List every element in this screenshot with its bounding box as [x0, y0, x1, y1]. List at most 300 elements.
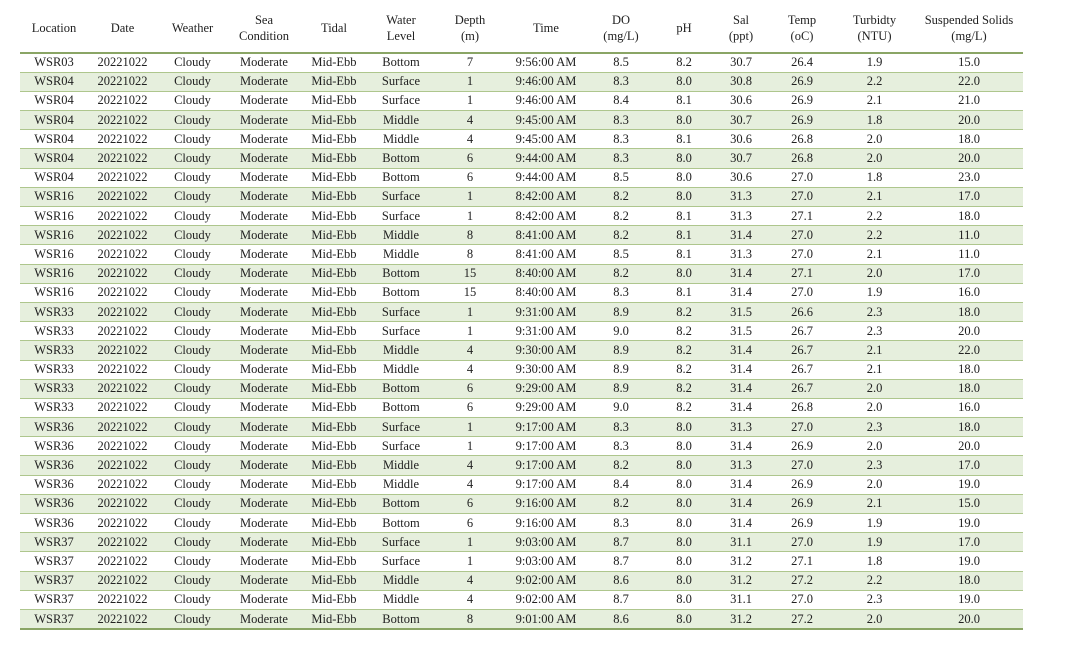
table-cell: Surface — [368, 418, 434, 437]
table-cell: 9:46:00 AM — [506, 91, 586, 110]
table-cell: 8.0 — [656, 72, 712, 91]
table-cell: 26.8 — [770, 149, 834, 168]
table-cell: Mid-Ebb — [300, 456, 368, 475]
table-cell: Surface — [368, 187, 434, 206]
table-cell: 26.9 — [770, 475, 834, 494]
table-cell: 26.4 — [770, 53, 834, 73]
table-cell: 18.0 — [915, 360, 1023, 379]
table-cell: 27.1 — [770, 207, 834, 226]
table-cell: Cloudy — [157, 552, 228, 571]
table-cell: Moderate — [228, 283, 300, 302]
table-cell: 8.9 — [586, 341, 656, 360]
table-cell: 8.0 — [656, 168, 712, 187]
column-header-sea-condition: Sea Condition — [228, 7, 300, 53]
table-cell: Surface — [368, 72, 434, 91]
table-cell: 20221022 — [88, 437, 157, 456]
table-cell: 9:02:00 AM — [506, 590, 586, 609]
table-cell: 31.2 — [712, 552, 770, 571]
table-cell: Mid-Ebb — [300, 552, 368, 571]
table-cell: Cloudy — [157, 418, 228, 437]
table-cell: 9:03:00 AM — [506, 552, 586, 571]
table-cell: 30.7 — [712, 149, 770, 168]
table-cell: 2.0 — [834, 264, 915, 283]
table-cell: 6 — [434, 379, 506, 398]
table-cell: 20.0 — [915, 437, 1023, 456]
table-cell: 31.5 — [712, 302, 770, 321]
table-cell: Mid-Ebb — [300, 398, 368, 417]
table-cell: 20221022 — [88, 494, 157, 513]
table-cell: 26.7 — [770, 322, 834, 341]
column-header-time: Time — [506, 7, 586, 53]
table-cell: Cloudy — [157, 341, 228, 360]
table-row — [20, 475, 1023, 494]
table-cell: 2.2 — [834, 72, 915, 91]
table-cell: Moderate — [228, 130, 300, 149]
table-row — [20, 322, 1023, 341]
table-cell: Mid-Ebb — [300, 187, 368, 206]
table-cell: 20221022 — [88, 245, 157, 264]
table-cell: 9:46:00 AM — [506, 72, 586, 91]
table-cell: 31.5 — [712, 322, 770, 341]
table-head — [20, 7, 1023, 53]
table-cell: Surface — [368, 322, 434, 341]
table-cell: 20221022 — [88, 91, 157, 110]
table-row — [20, 168, 1023, 187]
table-cell: Cloudy — [157, 514, 228, 533]
table-cell: Moderate — [228, 437, 300, 456]
table-cell: 8 — [434, 245, 506, 264]
table-cell: 20.0 — [915, 111, 1023, 130]
table-cell: 2.2 — [834, 207, 915, 226]
table-cell: 8 — [434, 609, 506, 629]
table-cell: Cloudy — [157, 475, 228, 494]
table-cell: WSR33 — [20, 398, 88, 417]
table-cell: 1 — [434, 418, 506, 437]
table-cell: Mid-Ebb — [300, 494, 368, 513]
table-cell: WSR04 — [20, 91, 88, 110]
table-cell: 2.3 — [834, 322, 915, 341]
table-cell: 20221022 — [88, 264, 157, 283]
table-cell: Moderate — [228, 456, 300, 475]
table-cell: 31.4 — [712, 379, 770, 398]
table-cell: 27.2 — [770, 609, 834, 629]
table-cell: 8.6 — [586, 609, 656, 629]
table-cell: 1.9 — [834, 53, 915, 73]
table-cell: 8.2 — [586, 226, 656, 245]
table-cell: WSR33 — [20, 302, 88, 321]
table-cell: 20221022 — [88, 379, 157, 398]
table-cell: Cloudy — [157, 130, 228, 149]
table-cell: WSR36 — [20, 418, 88, 437]
table-cell: Moderate — [228, 111, 300, 130]
table-cell: 9:17:00 AM — [506, 437, 586, 456]
table-cell: Mid-Ebb — [300, 245, 368, 264]
table-row — [20, 72, 1023, 91]
table-cell: 4 — [434, 475, 506, 494]
table-cell: 31.4 — [712, 226, 770, 245]
table-row — [20, 264, 1023, 283]
table-cell: Mid-Ebb — [300, 418, 368, 437]
table-cell: 21.0 — [915, 91, 1023, 110]
table-cell: Moderate — [228, 322, 300, 341]
table-row — [20, 360, 1023, 379]
table-cell: Cloudy — [157, 360, 228, 379]
table-cell: 31.4 — [712, 475, 770, 494]
table-cell: 2.0 — [834, 475, 915, 494]
table-cell: 20221022 — [88, 72, 157, 91]
table-cell: 16.0 — [915, 398, 1023, 417]
table-cell: Cloudy — [157, 187, 228, 206]
table-cell: 1 — [434, 322, 506, 341]
table-cell: 9:45:00 AM — [506, 111, 586, 130]
table-cell: 31.3 — [712, 187, 770, 206]
table-cell: Cloudy — [157, 609, 228, 629]
table-cell: 20221022 — [88, 168, 157, 187]
table-cell: 31.4 — [712, 514, 770, 533]
table-cell: 8.0 — [656, 456, 712, 475]
table-cell: 9:31:00 AM — [506, 302, 586, 321]
table-cell: Mid-Ebb — [300, 91, 368, 110]
table-cell: 8.4 — [586, 91, 656, 110]
table-cell: 31.4 — [712, 437, 770, 456]
table-cell: Moderate — [228, 571, 300, 590]
table-cell: 2.1 — [834, 245, 915, 264]
table-cell: 18.0 — [915, 379, 1023, 398]
table-cell: Moderate — [228, 245, 300, 264]
table-cell: Moderate — [228, 514, 300, 533]
table-cell: 26.9 — [770, 72, 834, 91]
table-row — [20, 552, 1023, 571]
table-cell: 8.5 — [586, 245, 656, 264]
table-cell: 27.0 — [770, 456, 834, 475]
table-cell: WSR16 — [20, 187, 88, 206]
table-cell: 8.0 — [656, 552, 712, 571]
column-header-turbidity: Turbidty (NTU) — [834, 7, 915, 53]
table-row — [20, 437, 1023, 456]
table-cell: Cloudy — [157, 379, 228, 398]
table-cell: Surface — [368, 552, 434, 571]
table-cell: Cloudy — [157, 53, 228, 73]
table-cell: 8.0 — [656, 437, 712, 456]
table-cell: 31.4 — [712, 283, 770, 302]
table-cell: 8.2 — [656, 360, 712, 379]
column-header-tidal: Tidal — [300, 7, 368, 53]
table-cell: 6 — [434, 168, 506, 187]
table-cell: Cloudy — [157, 302, 228, 321]
table-cell: 4 — [434, 590, 506, 609]
table-cell: 20221022 — [88, 341, 157, 360]
table-cell: Cloudy — [157, 72, 228, 91]
table-cell: WSR04 — [20, 130, 88, 149]
table-cell: 23.0 — [915, 168, 1023, 187]
table-cell: Moderate — [228, 149, 300, 168]
table-cell: Bottom — [368, 264, 434, 283]
table-cell: Moderate — [228, 302, 300, 321]
table-cell: Cloudy — [157, 283, 228, 302]
table-cell: Mid-Ebb — [300, 322, 368, 341]
table-cell: 26.6 — [770, 302, 834, 321]
table-cell: Moderate — [228, 341, 300, 360]
table-cell: 31.4 — [712, 341, 770, 360]
column-header-date: Date — [88, 7, 157, 53]
table-cell: 2.0 — [834, 379, 915, 398]
table-cell: 8.2 — [656, 322, 712, 341]
table-cell: 8.0 — [656, 590, 712, 609]
table-cell: Bottom — [368, 53, 434, 73]
table-row — [20, 53, 1023, 73]
table-cell: 2.0 — [834, 609, 915, 629]
table-cell: 9:17:00 AM — [506, 456, 586, 475]
table-cell: 8.2 — [656, 302, 712, 321]
table-cell: 27.2 — [770, 571, 834, 590]
table-cell: Mid-Ebb — [300, 53, 368, 73]
table-cell: 18.0 — [915, 207, 1023, 226]
table-cell: 17.0 — [915, 456, 1023, 475]
table-cell: WSR36 — [20, 437, 88, 456]
table-cell: 8.2 — [586, 264, 656, 283]
table-cell: 26.9 — [770, 437, 834, 456]
table-cell: 31.3 — [712, 245, 770, 264]
table-cell: Bottom — [368, 514, 434, 533]
table-cell: 8.3 — [586, 72, 656, 91]
table-cell: WSR37 — [20, 590, 88, 609]
table-cell: Mid-Ebb — [300, 302, 368, 321]
table-cell: Cloudy — [157, 398, 228, 417]
table-cell: 6 — [434, 494, 506, 513]
table-cell: 8.3 — [586, 283, 656, 302]
table-cell: Bottom — [368, 379, 434, 398]
table-cell: Moderate — [228, 379, 300, 398]
table-cell: Moderate — [228, 187, 300, 206]
table-cell: Cloudy — [157, 494, 228, 513]
table-cell: 20221022 — [88, 398, 157, 417]
table-cell: Moderate — [228, 91, 300, 110]
table-cell: Mid-Ebb — [300, 379, 368, 398]
table-cell: 20221022 — [88, 456, 157, 475]
table-cell: 1.8 — [834, 168, 915, 187]
table-cell: 31.4 — [712, 264, 770, 283]
table-cell: Cloudy — [157, 533, 228, 552]
table-cell: WSR36 — [20, 514, 88, 533]
table-cell: WSR36 — [20, 494, 88, 513]
table-cell: 20221022 — [88, 302, 157, 321]
table-cell: 1.9 — [834, 283, 915, 302]
column-header-ph: pH — [656, 7, 712, 53]
table-cell: 8.7 — [586, 552, 656, 571]
table-cell: 8 — [434, 226, 506, 245]
table-cell: 8.1 — [656, 283, 712, 302]
table-cell: 26.7 — [770, 360, 834, 379]
table-cell: 20221022 — [88, 552, 157, 571]
column-header-do: DO (mg/L) — [586, 7, 656, 53]
table-cell: 26.7 — [770, 379, 834, 398]
table-cell: Surface — [368, 207, 434, 226]
table-cell: 17.0 — [915, 533, 1023, 552]
table-cell: 31.4 — [712, 494, 770, 513]
table-cell: 26.9 — [770, 514, 834, 533]
table-cell: 6 — [434, 514, 506, 533]
table-cell: 8.3 — [586, 418, 656, 437]
column-header-location: Location — [20, 7, 88, 53]
table-cell: 19.0 — [915, 475, 1023, 494]
table-cell: Mid-Ebb — [300, 130, 368, 149]
table-cell: Moderate — [228, 418, 300, 437]
table-cell: 8.0 — [656, 533, 712, 552]
table-cell: 15.0 — [915, 494, 1023, 513]
table-cell: 8.0 — [656, 514, 712, 533]
table-cell: 2.3 — [834, 456, 915, 475]
table-cell: 16.0 — [915, 283, 1023, 302]
table-cell: WSR16 — [20, 283, 88, 302]
table-cell: 27.0 — [770, 533, 834, 552]
table-cell: 19.0 — [915, 590, 1023, 609]
table-cell: Cloudy — [157, 456, 228, 475]
table-cell: Bottom — [368, 149, 434, 168]
table-cell: 8.2 — [586, 494, 656, 513]
table-cell: 27.0 — [770, 418, 834, 437]
table-cell: Surface — [368, 302, 434, 321]
table-cell: 30.6 — [712, 130, 770, 149]
table-cell: 2.0 — [834, 437, 915, 456]
table-cell: 2.3 — [834, 302, 915, 321]
table-cell: WSR04 — [20, 111, 88, 130]
table-cell: 1.9 — [834, 514, 915, 533]
table-cell: 20221022 — [88, 111, 157, 130]
table-cell: 8.5 — [586, 168, 656, 187]
table-cell: 2.3 — [834, 590, 915, 609]
table-cell: Mid-Ebb — [300, 111, 368, 130]
table-cell: 20221022 — [88, 149, 157, 168]
table-cell: 20.0 — [915, 322, 1023, 341]
table-cell: Mid-Ebb — [300, 437, 368, 456]
column-header-temp: Temp (oC) — [770, 7, 834, 53]
table-cell: 1 — [434, 302, 506, 321]
table-cell: Moderate — [228, 609, 300, 629]
table-cell: 8.2 — [586, 456, 656, 475]
table-cell: 8.3 — [586, 111, 656, 130]
table-row — [20, 398, 1023, 417]
table-cell: Surface — [368, 437, 434, 456]
table-cell: 9:44:00 AM — [506, 168, 586, 187]
table-cell: Bottom — [368, 168, 434, 187]
table-cell: 26.9 — [770, 494, 834, 513]
table-cell: Moderate — [228, 360, 300, 379]
table-cell: 27.0 — [770, 590, 834, 609]
table-cell: 18.0 — [915, 130, 1023, 149]
table-cell: 20221022 — [88, 130, 157, 149]
table-cell: 2.1 — [834, 91, 915, 110]
table-cell: 8.9 — [586, 379, 656, 398]
table-cell: 8.1 — [656, 130, 712, 149]
table-row — [20, 341, 1023, 360]
table-cell: 8:42:00 AM — [506, 187, 586, 206]
table-cell: 30.7 — [712, 111, 770, 130]
table-cell: 30.7 — [712, 53, 770, 73]
table-cell: 26.9 — [770, 91, 834, 110]
table-cell: 1 — [434, 91, 506, 110]
table-cell: 8:41:00 AM — [506, 245, 586, 264]
table-cell: 20221022 — [88, 514, 157, 533]
table-cell: 2.2 — [834, 226, 915, 245]
table-cell: 9.0 — [586, 322, 656, 341]
table-cell: Cloudy — [157, 226, 228, 245]
table-cell: Mid-Ebb — [300, 533, 368, 552]
table-cell: Moderate — [228, 590, 300, 609]
table-cell: 9:56:00 AM — [506, 53, 586, 73]
column-header-weather: Weather — [157, 7, 228, 53]
table-cell: 31.2 — [712, 609, 770, 629]
table-cell: 8:42:00 AM — [506, 207, 586, 226]
table-cell: Moderate — [228, 533, 300, 552]
table-cell: 18.0 — [915, 418, 1023, 437]
table-cell: Mid-Ebb — [300, 341, 368, 360]
table-cell: 8.2 — [656, 398, 712, 417]
table-cell: 9:30:00 AM — [506, 341, 586, 360]
table-cell: 2.0 — [834, 398, 915, 417]
table-row — [20, 245, 1023, 264]
table-cell: 7 — [434, 53, 506, 73]
table-row — [20, 91, 1023, 110]
table-cell: 20221022 — [88, 360, 157, 379]
table-cell: 18.0 — [915, 302, 1023, 321]
table-cell: WSR04 — [20, 72, 88, 91]
table-cell: 1 — [434, 533, 506, 552]
table-row — [20, 207, 1023, 226]
table-cell: WSR37 — [20, 609, 88, 629]
table-cell: Middle — [368, 226, 434, 245]
table-cell: Moderate — [228, 207, 300, 226]
table-cell: Mid-Ebb — [300, 590, 368, 609]
table-cell: Middle — [368, 341, 434, 360]
header-row — [20, 7, 1023, 53]
table-row — [20, 379, 1023, 398]
table-cell: 20221022 — [88, 283, 157, 302]
table-cell: 8.9 — [586, 302, 656, 321]
table-cell: 2.0 — [834, 149, 915, 168]
table-cell: 9:45:00 AM — [506, 130, 586, 149]
table-cell: 27.0 — [770, 168, 834, 187]
table-cell: 9:31:00 AM — [506, 322, 586, 341]
table-cell: 4 — [434, 571, 506, 590]
table-cell: Cloudy — [157, 149, 228, 168]
table-cell: 2.3 — [834, 418, 915, 437]
table-cell: 8.3 — [586, 514, 656, 533]
table-cell: 1 — [434, 207, 506, 226]
table-cell: 1 — [434, 552, 506, 571]
table-cell: Moderate — [228, 552, 300, 571]
table-cell: 8.4 — [586, 475, 656, 494]
table-cell: 8.0 — [656, 571, 712, 590]
table-cell: 8.0 — [656, 475, 712, 494]
table-cell: 8:40:00 AM — [506, 283, 586, 302]
table-cell: 20221022 — [88, 609, 157, 629]
table-cell: 1 — [434, 72, 506, 91]
table-cell: 8.2 — [656, 379, 712, 398]
table-cell: Mid-Ebb — [300, 514, 368, 533]
table-cell: Mid-Ebb — [300, 475, 368, 494]
table-row — [20, 609, 1023, 629]
table-cell: 15 — [434, 283, 506, 302]
table-cell: 9:44:00 AM — [506, 149, 586, 168]
table-cell: 4 — [434, 341, 506, 360]
table-cell: 11.0 — [915, 245, 1023, 264]
table-cell: 8.6 — [586, 571, 656, 590]
table-cell: 1.9 — [834, 533, 915, 552]
table-cell: Moderate — [228, 72, 300, 91]
table-cell: Moderate — [228, 398, 300, 417]
table-cell: 31.1 — [712, 590, 770, 609]
table-cell: Moderate — [228, 264, 300, 283]
